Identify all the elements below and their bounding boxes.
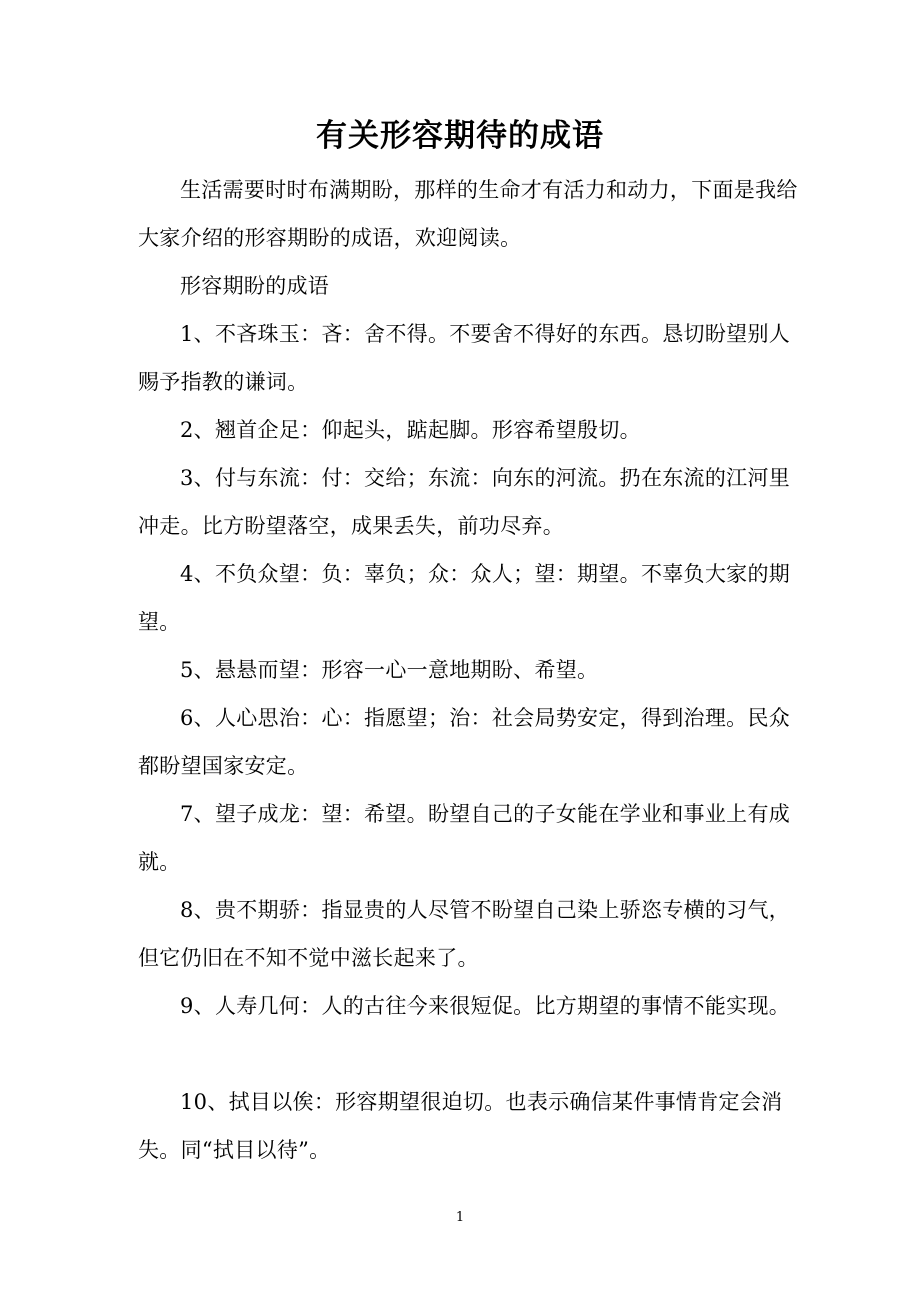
intro-paragraph: 生活需要时时布满期盼，那样的生命才有活力和动力，下面是我给大家介绍的形容期盼的成语，欢迎阅读。 <box>138 178 798 250</box>
page-title: 有关形容期待的成语 <box>316 118 604 154</box>
idiom-item-9: 9、人寿几何：人的古往今来很短促。比方期望的事情不能实现。 <box>180 994 791 1018</box>
idiom-item-6: 6、人心思治：心：指愿望；治：社会局势安定，得到治理。民众都盼望国家安定。 <box>138 706 791 778</box>
idiom-item-3: 3、付与东流：付：交给；东流：向东的河流。扔在东流的江河里冲走。比方盼望落空，成果丢失，前功尽弃。 <box>138 466 791 538</box>
document-body <box>138 166 798 1174</box>
idiom-item-7: 7、望子成龙：望：希望。盼望自己的子女能在学业和事业上有成就。 <box>138 802 791 874</box>
idiom-item-10: 10、拭目以俟：形容期望很迫切。也表示确信某件事情肯定会消失。同“拭目以待”。 <box>138 1090 783 1162</box>
idiom-item-5: 5、悬悬而望：形容一心一意地期盼、希望。 <box>180 658 599 682</box>
idiom-item-4: 4、不负众望：负：辜负；众：众人；望：期望。不辜负大家的期望。 <box>138 562 791 634</box>
idiom-item-8: 8、贵不期骄：指显贵的人尽管不盼望自己染上骄恣专横的习气，但它仍旧在不知不觉中滋长起来了。 <box>138 898 791 970</box>
paragraph-spacer <box>138 1030 798 1078</box>
page-number: 1 <box>455 1210 465 1225</box>
idiom-item-1: 1、不吝珠玉：吝：舍不得。不要舍不得好的东西。恳切盼望别人赐予指教的谦词。 <box>138 322 791 394</box>
section-heading: 形容期盼的成语 <box>180 274 330 298</box>
idiom-item-2: 2、翘首企足：仰起头，踮起脚。形容希望殷切。 <box>180 418 641 442</box>
